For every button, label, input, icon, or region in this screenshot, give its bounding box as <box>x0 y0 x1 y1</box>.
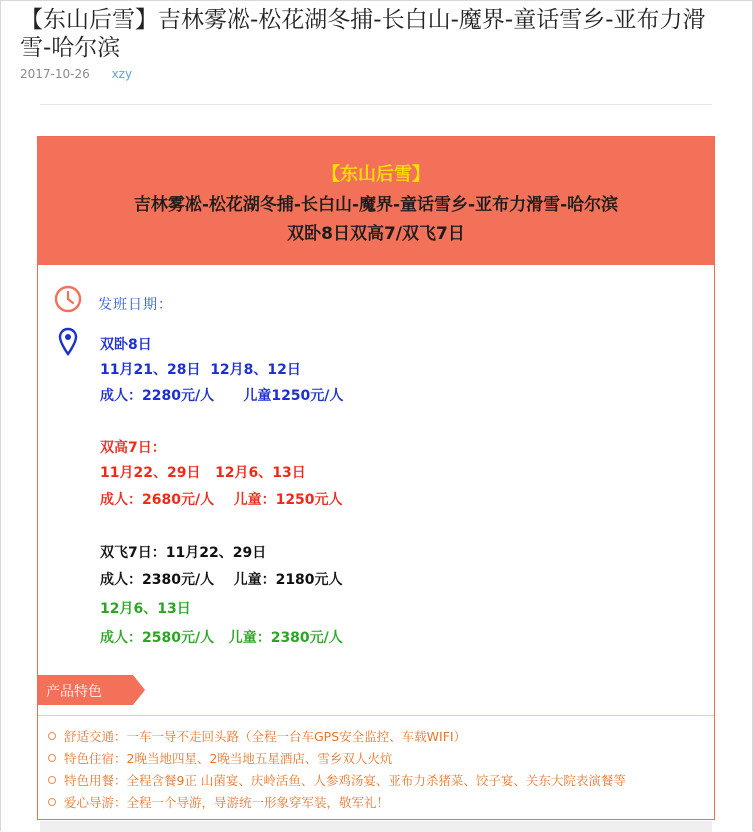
schedule-line: 11月21、28日 12月8、12日 <box>100 362 301 378</box>
footer-band <box>40 821 712 832</box>
schedule-line: 成人：2680元/人 儿童：1250元人 <box>100 492 343 508</box>
schedule-line: 成人：2580元/人 儿童：2380元/人 <box>100 630 343 646</box>
schedule-line: 双高7日： <box>100 440 166 456</box>
publish-date: 2017-10-26 <box>20 67 90 81</box>
clock-icon <box>54 285 82 313</box>
banner-route: 吉林雾凇-松花湖冬捕-长白山-魔界-童话雪乡-亚布力滑雪-哈尔滨 <box>133 195 619 215</box>
feature-item: 特色住宿：2晚当地四星、2晚当地五星酒店、雪乡双人火炕 <box>48 749 392 767</box>
article-title: 【东山后雪】吉林雾凇-松花湖冬捕-长白山-魔界-童话雪乡-亚布力滑雪-哈尔滨 <box>20 7 706 61</box>
schedule-line: 11月22、29日 12月6、13日 <box>100 465 306 481</box>
banner-brand: 【东山后雪】 <box>322 164 430 185</box>
banner-duration: 双卧8日双高7/双飞7日 <box>287 224 465 244</box>
schedule-line: 双飞7日：11月22、29日 <box>100 545 267 561</box>
author-link[interactable]: xzy <box>111 67 133 81</box>
bullet-icon <box>48 776 56 784</box>
tour-card <box>37 136 715 820</box>
feature-item: 舒适交通：一车一导不走回头路（全程一台车GPS安全监控、车载WIFI） <box>48 727 466 745</box>
feature-item: 爱心导游：全程一个导游，导游统一形象穿军装，敬军礼！ <box>48 793 389 811</box>
departure-label: 发班日期： <box>98 297 173 313</box>
divider <box>40 104 712 105</box>
features-tag <box>38 675 133 705</box>
schedule-line: 双卧8日 <box>100 337 152 353</box>
bullet-icon <box>48 798 56 806</box>
schedule-line: 12月6、13日 <box>100 601 191 617</box>
feature-item: 特色用餐：全程含餐9正 山菌宴、庆岭活鱼、人参鸡汤宴、亚布力杀猪菜、饺子宴、关东大院表演餐等 <box>48 771 626 789</box>
tour-banner <box>38 137 714 265</box>
features-tag-label: 产品特色 <box>46 684 102 700</box>
features-divider <box>38 715 714 716</box>
article-meta <box>20 67 132 81</box>
schedule-line: 成人：2380元/人 儿童：2180元人 <box>100 572 343 588</box>
bullet-icon <box>48 732 56 740</box>
map-pin-icon <box>58 327 78 357</box>
bullet-icon <box>48 754 56 762</box>
schedule-line: 成人：2280元/人 儿童1250元/人 <box>100 388 344 404</box>
